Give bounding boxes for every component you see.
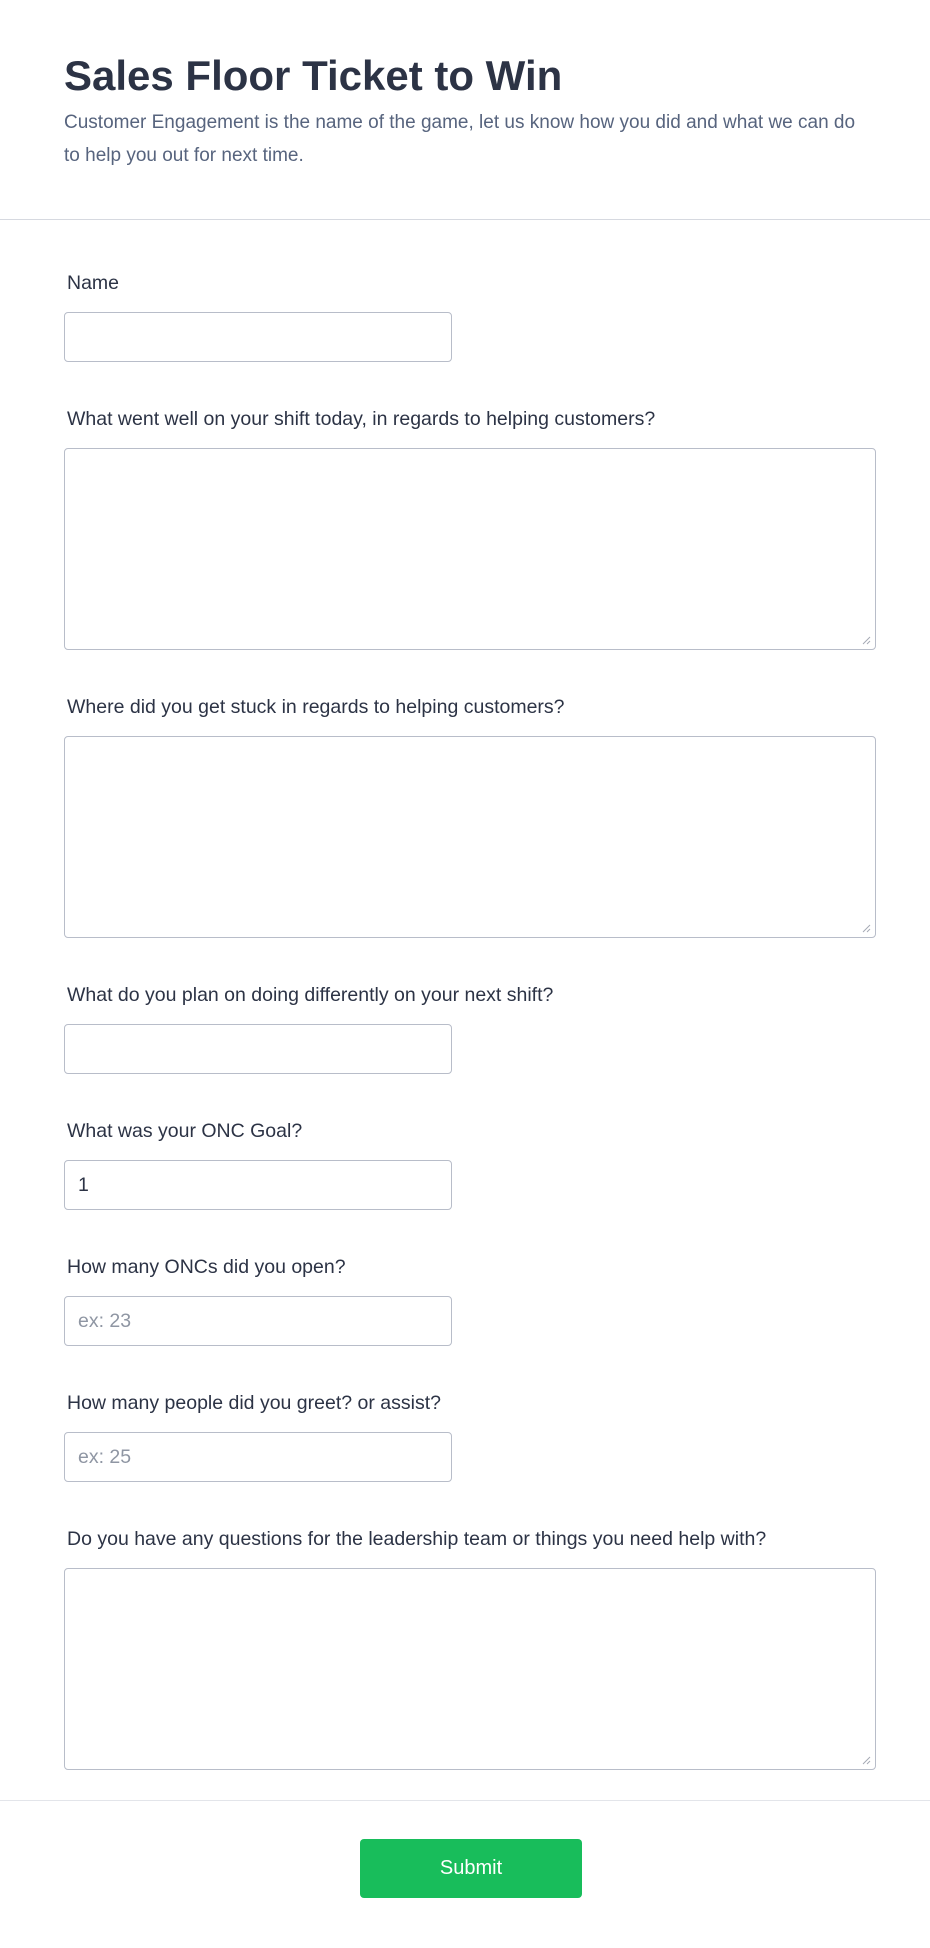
- name-label: Name: [67, 272, 120, 294]
- onc-goal-input[interactable]: [64, 1160, 452, 1210]
- name-input[interactable]: [64, 312, 452, 362]
- greeted-input[interactable]: [64, 1432, 452, 1482]
- stuck-label: Where did you get stuck in regards to helping customers?: [67, 696, 565, 718]
- resize-handle-icon[interactable]: [861, 1755, 871, 1765]
- resize-handle-icon[interactable]: [861, 635, 871, 645]
- submit-button[interactable]: Submit: [360, 1839, 582, 1898]
- oncs-opened-label: How many ONCs did you open?: [67, 1256, 346, 1278]
- went-well-label: What went well on your shift today, in regards to helping customers?: [67, 408, 656, 430]
- form-header: [0, 0, 930, 220]
- questions-label: Do you have any questions for the leadership team or things you need help with?: [67, 1528, 767, 1550]
- oncs-opened-input[interactable]: [64, 1296, 452, 1346]
- plan-input[interactable]: [64, 1024, 452, 1074]
- footer-divider: [0, 1800, 930, 1801]
- plan-label: What do you plan on doing differently on your next shift?: [67, 984, 554, 1006]
- went-well-textarea[interactable]: [64, 448, 876, 650]
- resize-handle-icon[interactable]: [861, 923, 871, 933]
- stuck-textarea[interactable]: [64, 736, 876, 938]
- greeted-label: How many people did you greet? or assist?: [67, 1392, 441, 1414]
- form-title: Sales Floor Ticket to Win: [64, 52, 563, 99]
- questions-textarea[interactable]: [64, 1568, 876, 1770]
- onc-goal-label: What was your ONC Goal?: [67, 1120, 303, 1142]
- form-subtitle: Customer Engagement is the name of the game, let us know how you did and what we can do to help you out for next time.: [64, 112, 856, 166]
